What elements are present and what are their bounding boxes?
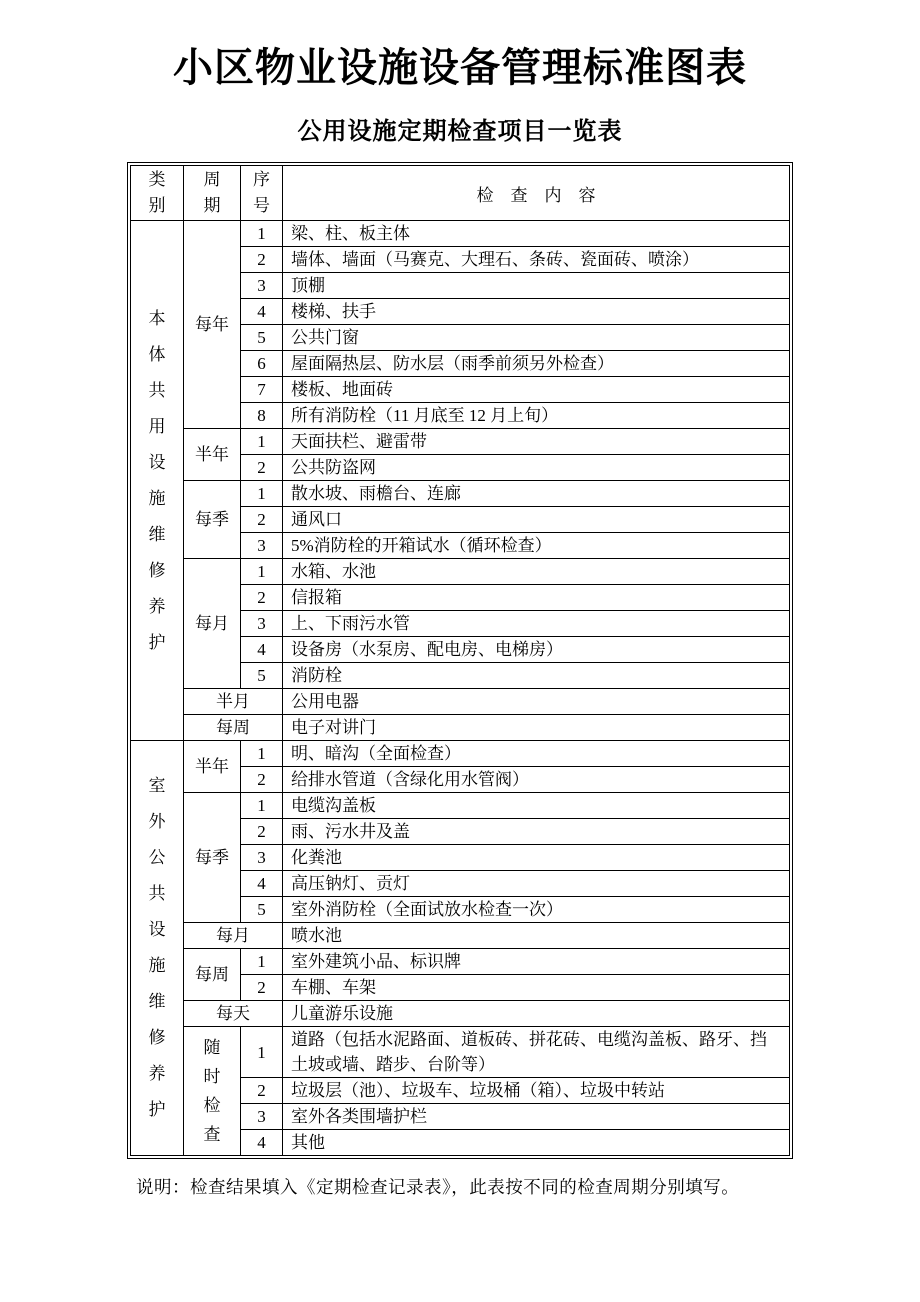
content-cell: 消防栓	[283, 663, 790, 689]
serial-cell: 3	[241, 611, 283, 637]
table-row	[131, 923, 790, 949]
serial-cell: 2	[241, 455, 283, 481]
table-row	[131, 949, 790, 975]
table-row	[131, 221, 790, 247]
content-cell: 给排水管道（含绿化用水管阀）	[283, 767, 790, 793]
content-cell: 信报箱	[283, 585, 790, 611]
footer-note: 说明：检查结果填入《定期检查记录表》，此表按不同的检查周期分别填写。	[136, 1177, 740, 1197]
period-cell	[184, 1027, 241, 1156]
content-cell: 室外建筑小品、标识牌	[283, 949, 790, 975]
table-row	[131, 741, 790, 767]
content-cell: 室外各类围墙护栏	[283, 1104, 790, 1130]
serial-cell: 1	[241, 559, 283, 585]
serial-cell: 2	[241, 507, 283, 533]
table-row	[131, 689, 790, 715]
content-cell: 喷水池	[283, 923, 790, 949]
serial-cell: 4	[241, 637, 283, 663]
inspection-table	[130, 165, 790, 1156]
content-cell: 墙体、墙面（马赛克、大理石、条砖、瓷面砖、喷涂）	[283, 247, 790, 273]
serial-cell: 3	[241, 533, 283, 559]
content-cell: 电子对讲门	[283, 715, 790, 741]
table-row	[131, 1001, 790, 1027]
serial-cell: 1	[241, 429, 283, 455]
page-title: 小区物业设施设备管理标准图表	[173, 46, 747, 90]
content-cell: 明、暗沟（全面检查）	[283, 741, 790, 767]
serial-cell: 5	[241, 897, 283, 923]
header-cell-period	[184, 166, 241, 221]
serial-cell: 2	[241, 975, 283, 1001]
header-serial-label: 序号	[252, 170, 270, 215]
serial-cell: 5	[241, 663, 283, 689]
period-cell: 每月	[184, 559, 241, 689]
serial-cell: 1	[241, 741, 283, 767]
header-cell-serial	[241, 166, 283, 221]
table-row	[131, 429, 790, 455]
serial-cell: 8	[241, 403, 283, 429]
serial-cell: 2	[241, 1078, 283, 1104]
serial-cell: 1	[241, 1027, 283, 1078]
content-cell: 楼梯、扶手	[283, 299, 790, 325]
content-cell: 雨、污水井及盖	[283, 819, 790, 845]
content-cell: 天面扶栏、避雷带	[283, 429, 790, 455]
content-cell: 所有消防栓（11 月底至 12 月上旬）	[283, 403, 790, 429]
period-cell: 每月	[184, 923, 283, 949]
serial-cell: 2	[241, 247, 283, 273]
content-cell: 公共防盗网	[283, 455, 790, 481]
category-cell	[131, 741, 184, 1156]
content-cell: 水箱、水池	[283, 559, 790, 585]
content-cell: 车棚、车架	[283, 975, 790, 1001]
period-cell: 每周	[184, 949, 241, 1001]
table-row	[131, 793, 790, 819]
page-subtitle: 公用设施定期检查项目一览表	[297, 118, 623, 145]
header-cell-content: 检 查 内 容	[283, 166, 790, 221]
content-cell: 楼板、地面砖	[283, 377, 790, 403]
period-cell: 每季	[184, 481, 241, 559]
header-cell-category	[131, 166, 184, 221]
serial-cell: 2	[241, 585, 283, 611]
serial-cell: 3	[241, 845, 283, 871]
serial-cell: 7	[241, 377, 283, 403]
header-period-label: 周期	[203, 170, 221, 215]
content-cell: 垃圾层（池）、垃圾车、垃圾桶（箱）、垃圾中转站	[283, 1078, 790, 1104]
content-cell: 散水坡、雨檐台、连廊	[283, 481, 790, 507]
serial-cell: 5	[241, 325, 283, 351]
table-header-row	[131, 166, 790, 221]
serial-cell: 3	[241, 273, 283, 299]
category-label: 室外公共设施维修养护	[148, 776, 166, 1119]
serial-cell: 1	[241, 949, 283, 975]
content-cell: 高压钠灯、贡灯	[283, 871, 790, 897]
content-cell: 室外消防栓（全面试放水检查一次）	[283, 897, 790, 923]
table-row	[131, 1027, 790, 1078]
table-row	[131, 715, 790, 741]
category-cell	[131, 221, 184, 741]
serial-cell: 2	[241, 767, 283, 793]
serial-cell: 1	[241, 793, 283, 819]
content-cell: 通风口	[283, 507, 790, 533]
period-cell: 半年	[184, 741, 241, 793]
content-cell: 电缆沟盖板	[283, 793, 790, 819]
serial-cell: 4	[241, 871, 283, 897]
content-cell: 顶棚	[283, 273, 790, 299]
serial-cell: 1	[241, 221, 283, 247]
period-cell: 每天	[184, 1001, 283, 1027]
content-cell: 其他	[283, 1130, 790, 1156]
serial-cell: 2	[241, 819, 283, 845]
category-label: 本体共用设施维修养护	[148, 308, 166, 652]
content-cell: 化粪池	[283, 845, 790, 871]
serial-cell: 4	[241, 299, 283, 325]
table-row	[131, 559, 790, 585]
content-cell: 上、下雨污水管	[283, 611, 790, 637]
content-cell: 道路（包括水泥路面、道板砖、拼花砖、电缆沟盖板、路牙、挡土坡或墙、踏步、台阶等）	[283, 1027, 790, 1078]
inspection-table-border	[127, 162, 793, 1159]
serial-cell: 1	[241, 481, 283, 507]
header-category-label: 类别	[148, 170, 166, 215]
table-row	[131, 481, 790, 507]
content-cell: 梁、柱、板主体	[283, 221, 790, 247]
content-cell: 公用电器	[283, 689, 790, 715]
period-label: 随时检查	[203, 1038, 221, 1144]
serial-cell: 4	[241, 1130, 283, 1156]
content-cell: 儿童游乐设施	[283, 1001, 790, 1027]
period-cell: 半年	[184, 429, 241, 481]
period-cell: 每季	[184, 793, 241, 923]
content-cell: 公共门窗	[283, 325, 790, 351]
content-cell: 屋面隔热层、防水层（雨季前须另外检查）	[283, 351, 790, 377]
period-cell: 每年	[184, 221, 241, 429]
content-cell: 设备房（水泵房、配电房、电梯房）	[283, 637, 790, 663]
period-cell: 每周	[184, 715, 283, 741]
serial-cell: 3	[241, 1104, 283, 1130]
content-cell: 5%消防栓的开箱试水（循环检查）	[283, 533, 790, 559]
period-cell: 半月	[184, 689, 283, 715]
serial-cell: 6	[241, 351, 283, 377]
